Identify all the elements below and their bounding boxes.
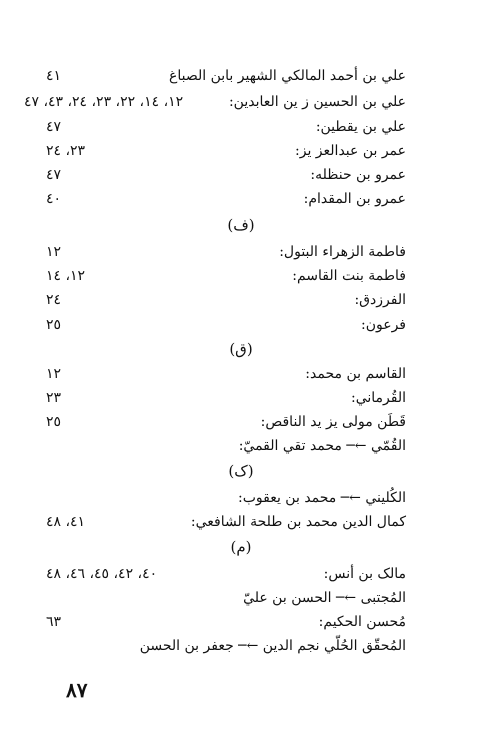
entry-pages: ١٢ [46, 366, 62, 382]
index-entry [46, 634, 406, 658]
entry-name: فاطمة الزهراء البتول: [279, 244, 406, 260]
entry-name: عمرو بن حنظله: [310, 167, 406, 183]
index-entry [46, 163, 406, 187]
index-entry [46, 586, 406, 610]
index-entry [46, 562, 406, 586]
entry-name: الفرزدق: [354, 292, 406, 308]
index-entry [46, 486, 406, 510]
index-entry [46, 139, 406, 163]
entry-name: مالک بن أنس: [323, 566, 406, 582]
index-entry [46, 410, 406, 434]
index-entry [46, 362, 406, 386]
entry-pages: ٤١ [46, 68, 62, 84]
section-header-qaf: (ق) [229, 340, 253, 358]
entry-pages: ٢٤ [46, 292, 62, 308]
entry-name: المُحقّق الحُلّي نجم الدين ←─ جعفر بن الحسن [139, 638, 406, 654]
entry-pages: ٢٣ [46, 390, 62, 406]
entry-name: علي بن أحمد المالكي الشهير بابن الصباغ [169, 68, 406, 84]
section-header-mim: (م) [230, 538, 252, 556]
entry-pages: ٤٧ [46, 119, 62, 135]
entry-name: المُجتبى ←─ الحسن بن عليّ [243, 590, 406, 606]
entry-name: فاطمة بنت القاسم: [292, 268, 406, 284]
entry-pages: ٢٥ [46, 414, 62, 430]
entry-name: فرعون: [360, 317, 406, 333]
section-header-kaf: (ک) [228, 462, 254, 480]
entry-pages: ٤٧ [46, 167, 62, 183]
entry-name: مُحسن الحكيم: [318, 614, 406, 630]
entry-name: الكُليني ←─ محمد بن يعقوب: [238, 490, 406, 506]
entry-name: كمال الدين محمد بن طلحة الشافعي: [190, 514, 406, 530]
entry-pages: ١٢، ١٤ [46, 268, 86, 284]
index-entry [46, 288, 406, 312]
index-entry [46, 64, 406, 88]
entry-pages: ٤٠ [46, 191, 62, 207]
index-entry [46, 434, 406, 458]
index-entry [46, 610, 406, 634]
entry-pages: ٤٠، ٤٢، ٤٥، ٤٦، ٤٨ [46, 566, 158, 582]
index-entry [46, 386, 406, 410]
index-entry [46, 240, 406, 264]
index-entry [24, 90, 406, 114]
entry-pages: ١٢ [46, 244, 62, 260]
entry-name: القاسم بن محمد: [305, 366, 406, 382]
index-entry [46, 510, 406, 534]
index-entry [46, 187, 406, 211]
entry-pages: ٢٥ [46, 317, 62, 333]
entry-pages: ١٢، ١٤، ٢٢، ٢٣، ٢٤، ٤٣، ٤٧ [24, 94, 184, 110]
index-entry [46, 115, 406, 139]
entry-pages: ٦٣ [46, 614, 62, 630]
entry-name: عمر بن عبدالعز يز: [295, 143, 406, 159]
entry-pages: ٤١، ٤٨ [46, 514, 86, 530]
entry-name: القُرماني: [350, 390, 406, 406]
entry-name: القُمّي ←─ محمد تقي القميّ: [238, 438, 406, 454]
entry-name: عمرو بن المقدام: [303, 191, 406, 207]
index-entry [46, 313, 406, 337]
entry-name: قَطَن مولى يز يد الناقص: [260, 414, 406, 430]
page-number: ٨٧ [66, 678, 88, 702]
section-header-fa: (ف) [227, 216, 255, 234]
entry-name: علي بن يقطين: [315, 119, 406, 135]
index-entry [46, 264, 406, 288]
entry-name: علي بن الحسين ز ين العابدين: [228, 94, 406, 110]
entry-pages: ٢٣، ٢٤ [46, 143, 86, 159]
